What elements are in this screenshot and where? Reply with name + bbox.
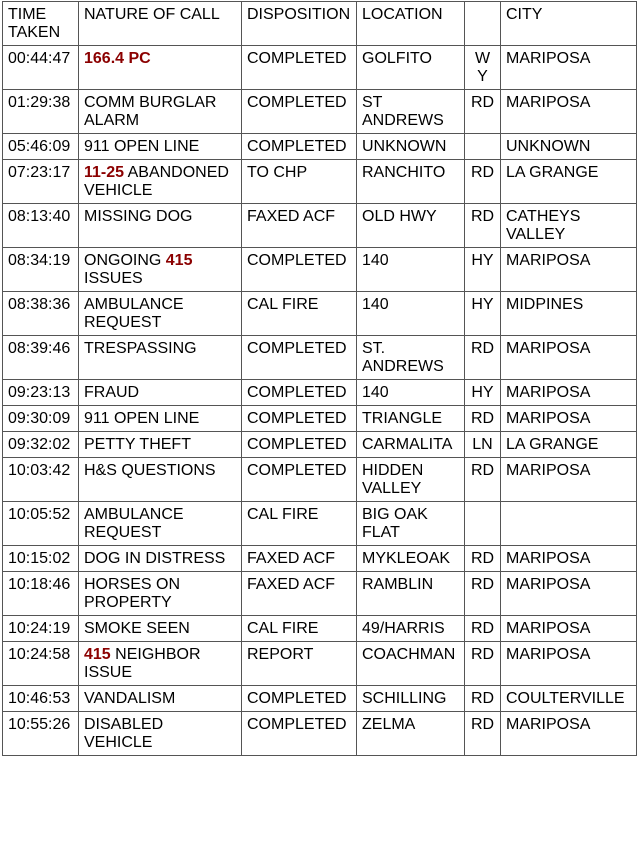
header-disposition: DISPOSITION xyxy=(242,2,357,46)
cell-location: 140 xyxy=(357,292,465,336)
cell-location: 140 xyxy=(357,380,465,406)
cell-nature xyxy=(79,712,242,756)
cell-time: 10:03:42 xyxy=(3,458,79,502)
cell-disposition: FAXED ACF xyxy=(242,204,357,248)
cell-time: 10:18:46 xyxy=(3,572,79,616)
cell-city: MARIPOSA xyxy=(501,406,637,432)
cell-suffix: HY xyxy=(465,380,501,406)
cell-location: ZELMA xyxy=(357,712,465,756)
cell-nature xyxy=(79,642,242,686)
cell-location: RANCHITO xyxy=(357,160,465,204)
cell-nature xyxy=(79,572,242,616)
cell-time: 01:29:38 xyxy=(3,90,79,134)
cell-time: 10:24:19 xyxy=(3,616,79,642)
cell-suffix: RD xyxy=(465,204,501,248)
cell-suffix: RD xyxy=(465,160,501,204)
cell-city: MARIPOSA xyxy=(501,46,637,90)
table-row xyxy=(3,458,637,502)
cell-time: 10:15:02 xyxy=(3,546,79,572)
cell-time: 09:30:09 xyxy=(3,406,79,432)
cell-location: CARMALITA xyxy=(357,432,465,458)
call-nature-text: MISSING DOG xyxy=(84,208,193,225)
cell-nature xyxy=(79,380,242,406)
cell-time: 00:44:47 xyxy=(3,46,79,90)
table-row xyxy=(3,616,637,642)
cell-nature xyxy=(79,336,242,380)
call-nature-text: VANDALISM xyxy=(84,690,176,707)
table-row xyxy=(3,134,637,160)
cell-suffix: RD xyxy=(465,616,501,642)
cell-city: COULTERVILLE xyxy=(501,686,637,712)
call-code: 11-25 xyxy=(84,164,125,181)
cell-time: 07:23:17 xyxy=(3,160,79,204)
cell-disposition: COMPLETED xyxy=(242,432,357,458)
table-row xyxy=(3,46,637,90)
call-nature-text: NEIGHBOR ISSUE xyxy=(84,646,201,681)
cell-city: MARIPOSA xyxy=(501,642,637,686)
table-row xyxy=(3,546,637,572)
table-row xyxy=(3,90,637,134)
cell-location: RAMBLIN xyxy=(357,572,465,616)
cell-city xyxy=(501,502,637,546)
cell-city: MIDPINES xyxy=(501,292,637,336)
cell-disposition: CAL FIRE xyxy=(242,502,357,546)
cell-location: ST. ANDREWS xyxy=(357,336,465,380)
table-body xyxy=(3,46,637,756)
cell-suffix: RD xyxy=(465,712,501,756)
cell-city: MARIPOSA xyxy=(501,712,637,756)
cell-nature xyxy=(79,292,242,336)
cell-disposition: TO CHP xyxy=(242,160,357,204)
cell-disposition: COMPLETED xyxy=(242,406,357,432)
table-row xyxy=(3,686,637,712)
cell-time: 08:13:40 xyxy=(3,204,79,248)
cell-location: ST ANDREWS xyxy=(357,90,465,134)
cell-city: MARIPOSA xyxy=(501,248,637,292)
cell-city: MARIPOSA xyxy=(501,546,637,572)
call-nature-text: DISABLED VEHICLE xyxy=(84,716,164,751)
cell-nature xyxy=(79,458,242,502)
cell-disposition: COMPLETED xyxy=(242,46,357,90)
call-nature-text: SMOKE SEEN xyxy=(84,620,190,637)
call-code: 415 xyxy=(165,252,193,269)
cell-city: MARIPOSA xyxy=(501,458,637,502)
call-nature-text: PETTY THEFT xyxy=(84,436,191,453)
cell-disposition: COMPLETED xyxy=(242,458,357,502)
call-nature-text: HORSES ON PROPERTY xyxy=(84,576,181,611)
cell-time: 09:23:13 xyxy=(3,380,79,406)
cell-nature xyxy=(79,248,242,292)
cell-suffix: LN xyxy=(465,432,501,458)
cell-suffix: HY xyxy=(465,248,501,292)
cell-suffix: WY xyxy=(465,46,501,90)
table-row xyxy=(3,572,637,616)
cell-time: 09:32:02 xyxy=(3,432,79,458)
cell-disposition: COMPLETED xyxy=(242,134,357,160)
cell-disposition: CAL FIRE xyxy=(242,616,357,642)
cell-suffix: HY xyxy=(465,292,501,336)
cell-disposition: COMPLETED xyxy=(242,336,357,380)
call-nature-text: H&S QUESTIONS xyxy=(84,462,216,479)
cell-location: GOLFITO xyxy=(357,46,465,90)
cell-city: LA GRANGE xyxy=(501,160,637,204)
cell-location: HIDDEN VALLEY xyxy=(357,458,465,502)
table-row xyxy=(3,406,637,432)
cell-time: 05:46:09 xyxy=(3,134,79,160)
table-row xyxy=(3,712,637,756)
cell-location: 49/HARRIS xyxy=(357,616,465,642)
header-time: TIME TAKEN xyxy=(3,2,79,46)
call-nature-text: TRESPASSING xyxy=(84,340,197,357)
cell-suffix: RD xyxy=(465,642,501,686)
cell-city: LA GRANGE xyxy=(501,432,637,458)
cell-city: MARIPOSA xyxy=(501,336,637,380)
table-row xyxy=(3,248,637,292)
cell-city: CATHEYS VALLEY xyxy=(501,204,637,248)
call-nature-text: FRAUD xyxy=(84,384,140,401)
cell-suffix: RD xyxy=(465,686,501,712)
call-code: 415 xyxy=(84,646,111,663)
cell-nature xyxy=(79,204,242,248)
call-nature-text: COMM BURGLAR ALARM xyxy=(84,94,217,129)
call-code: 166.4 PC xyxy=(84,50,151,67)
cell-location: 140 xyxy=(357,248,465,292)
cell-location: TRIANGLE xyxy=(357,406,465,432)
cell-city: MARIPOSA xyxy=(501,572,637,616)
cell-disposition: COMPLETED xyxy=(242,380,357,406)
table-row xyxy=(3,204,637,248)
header-nature: NATURE OF CALL xyxy=(79,2,242,46)
cell-location: BIG OAK FLAT xyxy=(357,502,465,546)
table-row xyxy=(3,502,637,546)
header-location: LOCATION xyxy=(357,2,465,46)
cell-disposition: REPORT xyxy=(242,642,357,686)
call-nature-text: 911 OPEN LINE xyxy=(84,138,200,155)
cell-location: SCHILLING xyxy=(357,686,465,712)
cell-disposition: COMPLETED xyxy=(242,90,357,134)
cell-suffix: RD xyxy=(465,406,501,432)
cell-city: MARIPOSA xyxy=(501,90,637,134)
cell-city: MARIPOSA xyxy=(501,616,637,642)
cell-time: 10:24:58 xyxy=(3,642,79,686)
cell-nature xyxy=(79,546,242,572)
cell-location: COACHMAN xyxy=(357,642,465,686)
cell-suffix: RD xyxy=(465,90,501,134)
cell-time: 08:34:19 xyxy=(3,248,79,292)
cell-nature xyxy=(79,134,242,160)
cell-nature xyxy=(79,406,242,432)
cell-disposition: COMPLETED xyxy=(242,712,357,756)
call-log-table xyxy=(2,1,637,756)
call-nature-text: 911 OPEN LINE xyxy=(84,410,200,427)
cell-time: 08:38:36 xyxy=(3,292,79,336)
cell-nature xyxy=(79,502,242,546)
call-nature-text: ISSUES xyxy=(84,270,143,287)
table-row xyxy=(3,642,637,686)
call-nature-text: AMBULANCE REQUEST xyxy=(84,296,184,331)
cell-nature xyxy=(79,160,242,204)
cell-nature xyxy=(79,90,242,134)
call-nature-text: AMBULANCE REQUEST xyxy=(84,506,184,541)
header-city: CITY xyxy=(501,2,637,46)
cell-location: UNKNOWN xyxy=(357,134,465,160)
cell-disposition: FAXED ACF xyxy=(242,546,357,572)
cell-time: 10:46:53 xyxy=(3,686,79,712)
cell-nature xyxy=(79,686,242,712)
cell-suffix: RD xyxy=(465,458,501,502)
cell-disposition: COMPLETED xyxy=(242,686,357,712)
header-suffix xyxy=(465,2,501,46)
cell-nature xyxy=(79,432,242,458)
call-nature-text: ONGOING xyxy=(84,252,166,269)
cell-suffix xyxy=(465,502,501,546)
cell-disposition: COMPLETED xyxy=(242,248,357,292)
cell-time: 10:55:26 xyxy=(3,712,79,756)
cell-suffix: RD xyxy=(465,572,501,616)
cell-nature xyxy=(79,616,242,642)
table-row xyxy=(3,292,637,336)
cell-location: OLD HWY xyxy=(357,204,465,248)
cell-suffix xyxy=(465,134,501,160)
cell-time: 08:39:46 xyxy=(3,336,79,380)
table-row xyxy=(3,432,637,458)
cell-nature xyxy=(79,46,242,90)
cell-suffix: RD xyxy=(465,336,501,380)
cell-location: MYKLEOAK xyxy=(357,546,465,572)
table-row xyxy=(3,160,637,204)
header-row xyxy=(3,2,637,46)
cell-disposition: FAXED ACF xyxy=(242,572,357,616)
cell-city: UNKNOWN xyxy=(501,134,637,160)
cell-time: 10:05:52 xyxy=(3,502,79,546)
cell-city: MARIPOSA xyxy=(501,380,637,406)
call-nature-text: DOG IN DISTRESS xyxy=(84,550,226,567)
table-row xyxy=(3,336,637,380)
call-nature-text: ABANDONED VEHICLE xyxy=(84,164,229,199)
cell-suffix: RD xyxy=(465,546,501,572)
table-row xyxy=(3,380,637,406)
cell-disposition: CAL FIRE xyxy=(242,292,357,336)
